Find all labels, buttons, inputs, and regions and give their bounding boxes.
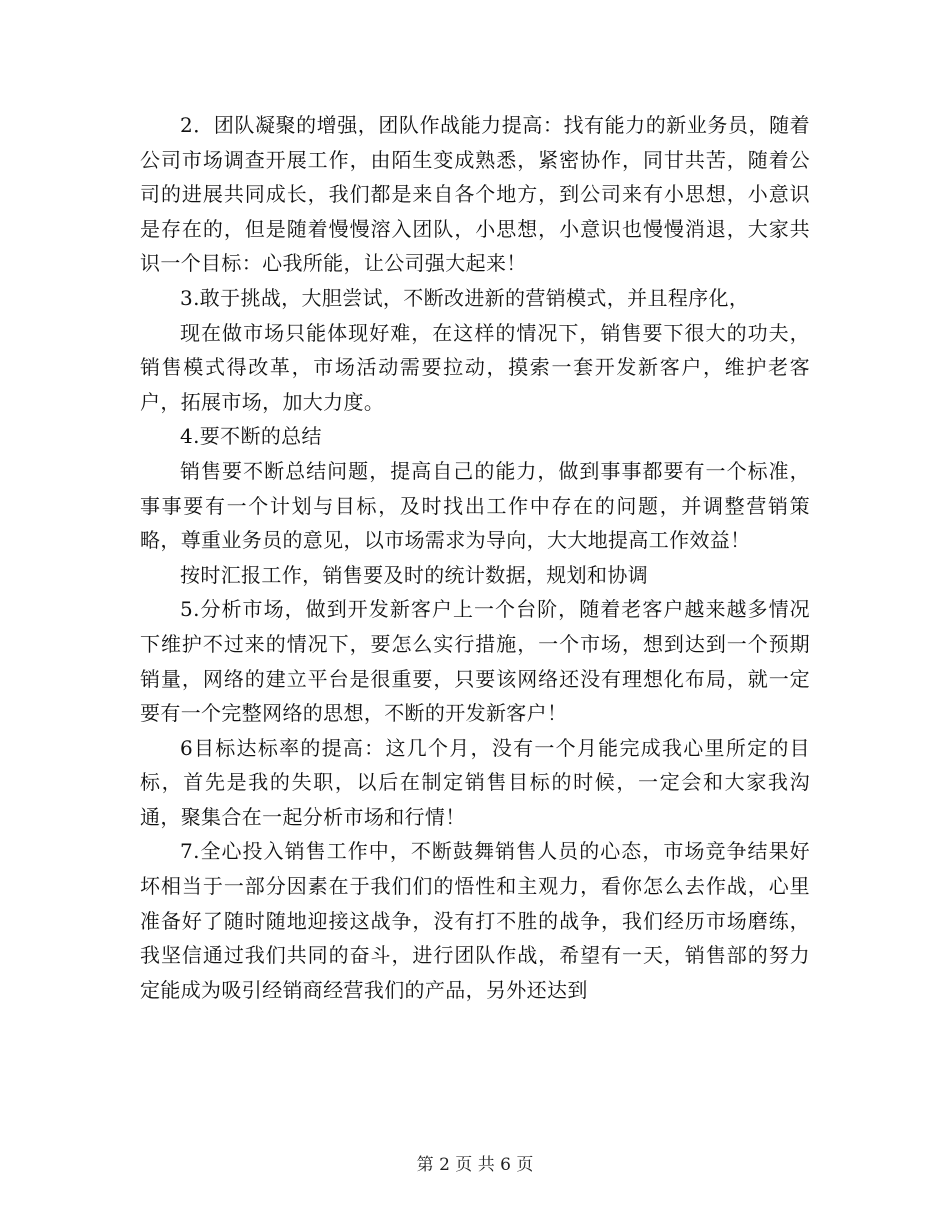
- paragraph-summary-body: 销售要不断总结问题，提高自己的能力，做到事事都要有一个标准，事事要有一个计划与目标，及时找出工作中存在的问题，并调整营销策略，尊重业务员的意见，以市场需求为导向，大大地提高工作效益！: [140, 458, 810, 553]
- paragraph-team-cohesion: 2．团队凝聚的增强，团队作战能力提高：找有能力的新业务员，随着公司市场调查开展工作，由陌生变成熟悉，紧密协作，同甘共苦，随着公司的进展共同成长，我们都是来自各个地方，到公司来有小思想，小意识是存在的，但是随着慢慢溶入团队，小思想，小意识也慢慢消退，大家共识一个目标：心我所能，让公司强大起来！: [140, 113, 810, 276]
- footer-suffix: 页: [516, 1155, 534, 1175]
- paragraph-market-analysis: 5.分析市场，做到开发新客户上一个台阶，随着老客户越来越多情况下维护不过来的情况下，要怎么实行措施，一个市场，想到达到一个预期销量，网络的建立平台是很重要，只要该网络还没有理想化布局，就一定要有一个完整网络的思想，不断的开发新客户！: [140, 597, 810, 726]
- paragraph-challenge: 3.敢于挑战，大胆尝试，不断改进新的营销模式，并且程序化，: [180, 285, 750, 310]
- page-footer: [0, 1153, 950, 1177]
- footer-total-pages: 6: [500, 1155, 511, 1175]
- paragraph-summary-heading: 4.要不断的总结: [180, 424, 322, 449]
- paragraph-target-rate: 6目标达标率的提高：这几个月，没有一个月能完成我心里所定的目标，首先是我的失职，以后在制定销售目标的时候，一定会和大家我沟通，聚集合在一起分析市场和行情！: [140, 735, 810, 829]
- paragraph-market-difficulty: 现在做市场只能体现好难，在这样的情况下，销售要下很大的功夫，销售模式得改革，市场活动需要拉动，摸索一套开发新客户，维护老客户，拓展市场，加大力度。: [140, 320, 810, 414]
- footer-prefix: 第: [416, 1155, 434, 1175]
- paragraph-report: 按时汇报工作，销售要及时的统计数据，规划和协调: [180, 562, 649, 587]
- footer-page-number: 2: [439, 1155, 450, 1175]
- document-body: [140, 108, 810, 1007]
- paragraph-dedication: 7.全心投入销售工作中，不断鼓舞销售人员的心态，市场竞争结果好坏相当于一部分因素在于我们们的悟性和主观力，看你怎么去作战，心里准备好了随时随地迎接这战争，没有打不胜的战争，我们经历市场磨练，我坚信通过我们共同的奋斗，进行团队作战，希望有一天，销售部的努力定能成为吸引经销商经营我们的产品，另外还达到: [140, 839, 810, 1002]
- footer-mid: 页 共: [455, 1155, 495, 1175]
